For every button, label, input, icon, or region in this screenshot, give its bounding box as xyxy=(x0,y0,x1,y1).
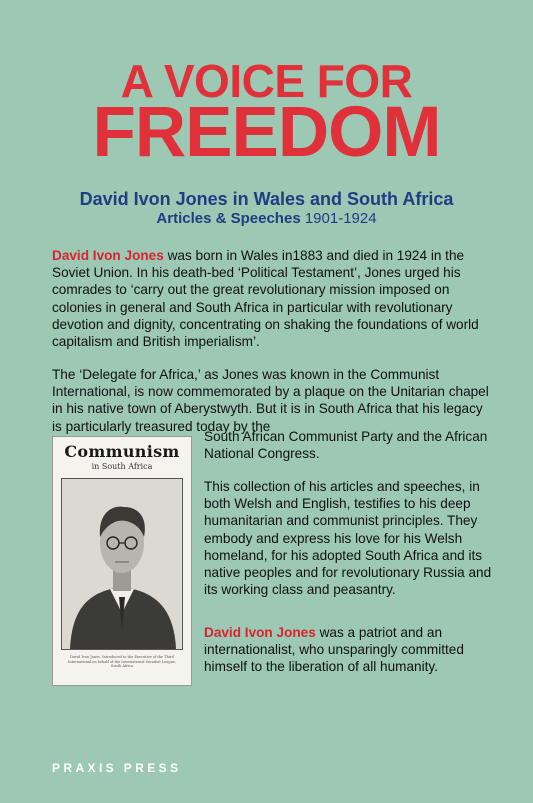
book-cover-image xyxy=(52,436,192,686)
paragraph-collection: This collection of his articles and speeches, in both Welsh and English, testifies to his deep humanitarian and communist principles. They embody and express his love for his Welsh homeland, for his adopted South Africa and its native peoples and for revolutionary Russia and its working class and peasantry. xyxy=(204,479,492,598)
book-cover-subtitle: in South Africa xyxy=(91,462,153,471)
portrait-figure xyxy=(62,479,182,649)
paragraph-delegate-continued: South African Communist Party and the African National Congress. xyxy=(204,429,488,462)
paragraph-biography xyxy=(52,247,492,350)
title-line-2: FREEDOM xyxy=(92,93,441,172)
title-line-1: A VOICE FOR xyxy=(120,55,413,107)
author-name-highlight-2: David Ivon Jones xyxy=(204,625,316,640)
book-cover-caption: David Ivon Jones. Introduced to the Executive of the Third International on behalf of the International Socialist League, South Africa xyxy=(67,655,177,668)
book-cover-title: Communism xyxy=(64,442,180,461)
paragraph-patriot xyxy=(204,624,494,676)
paragraph-delegate: The ‘Delegate for Africa,’ as Jones was known in the Communist International, is now commemorated by a plaque on the Unitarian chapel in his native town of Aberystwyth. But it is in South Africa that his legacy is particularly treasured today by the xyxy=(52,367,489,434)
paragraph-patriot-text: was a patriot and an internationalist, who unsparingly committed himself to the liberation of all humanity. xyxy=(204,625,464,675)
subtitle: David Ivon Jones in Wales and South Africa xyxy=(79,189,454,209)
paragraph-biography-text: was born in Wales in1883 and died in 1924 in the Soviet Union. In his death-bed ‘Political Testament’, Jones urged his comrades to ‘carry out the great revolutionary mission imposed on colonies in general and South Africa in particular with revolutionary devotion and dignity, concentrating on shaking the foundations of world capitalism and British imperialism’. xyxy=(52,248,479,350)
subtitle-articles-label: Articles & Speeches xyxy=(156,210,301,227)
subtitle-articles xyxy=(0,209,533,229)
author-name-highlight: David Ivon Jones xyxy=(52,248,164,263)
subtitle-years: 1901-1924 xyxy=(304,210,377,227)
publisher-name: PRAXIS PRESS xyxy=(52,761,182,775)
portrait-photo xyxy=(61,478,183,650)
